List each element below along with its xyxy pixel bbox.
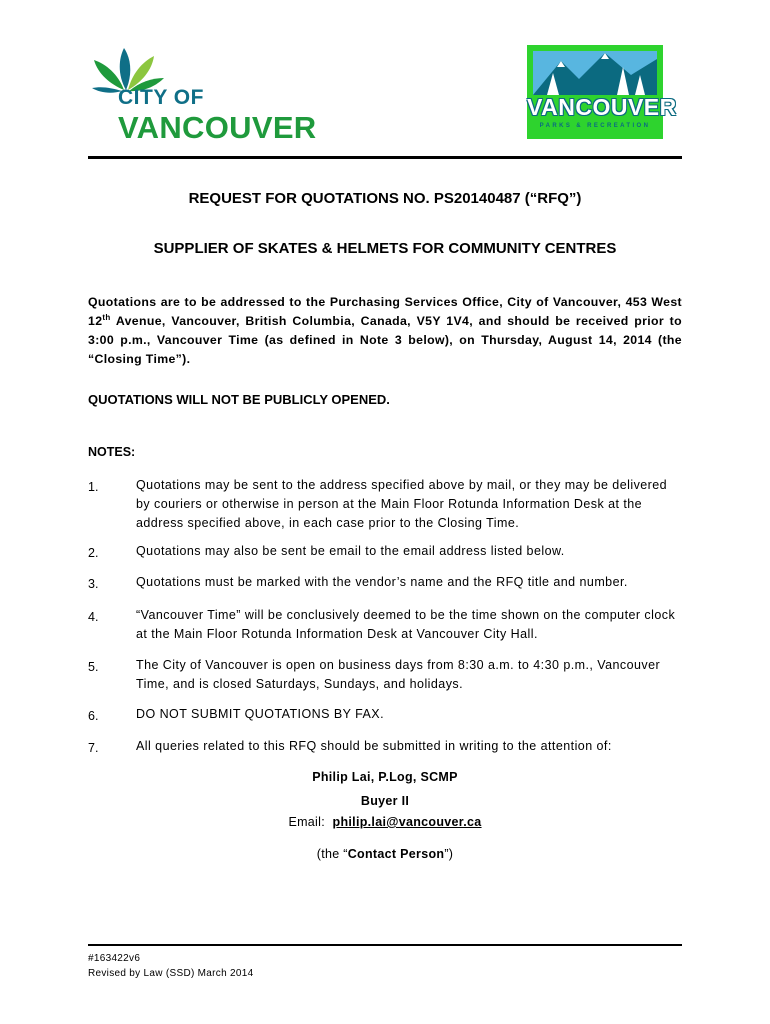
logo-line-vancouver: VANCOUVER	[118, 110, 317, 145]
note-number: 1.	[88, 480, 99, 494]
note-text: Quotations may also be sent be email to the email address listed below.	[136, 544, 565, 558]
contact-role: Buyer II	[360, 794, 410, 808]
logo-line-city-of: CITY OF	[118, 86, 204, 109]
parks-recreation-logo	[527, 45, 677, 139]
note-number: 3.	[88, 577, 99, 591]
intro-paragraph	[88, 293, 682, 369]
contact-note-prefix: (the “	[316, 847, 348, 861]
document-id: #163422v6	[88, 953, 141, 964]
note-text: All queries related to this RFQ should be submitted in writing to the attention of:	[136, 739, 612, 753]
city-of-vancouver-logo	[88, 44, 317, 145]
note-number: 6.	[88, 709, 99, 723]
contact-email-line	[88, 815, 682, 829]
contact-person-note	[88, 847, 682, 861]
header-divider	[88, 156, 682, 159]
contact-note-bold: Contact Person	[347, 847, 445, 861]
revision-note: Revised by Law (SSD) March 2014	[88, 968, 254, 979]
email-label: Email:	[288, 815, 325, 829]
note-text: Quotations must be marked with the vendor’s name and the RFQ title and number.	[136, 575, 628, 589]
footer-divider	[88, 944, 682, 946]
note-number: 7.	[88, 741, 99, 755]
contact-name: Philip Lai, P.Log, SCMP	[312, 770, 458, 784]
note-text: Quotations may be sent to the address specified above by mail, or they may be delivered by couriers or otherwise in person at the Main Floor Rotunda Information Desk at the address specified above, in each case prior to the Closing Time.	[136, 478, 668, 530]
notes-heading: NOTES:	[88, 445, 136, 459]
footer	[88, 951, 253, 981]
intro-superscript: th	[102, 312, 111, 322]
logo-brand-text: VANCOUVER	[527, 94, 677, 120]
note-number: 2.	[88, 546, 99, 560]
not-opened-notice: QUOTATIONS WILL NOT BE PUBLICLY OPENED.	[88, 392, 390, 407]
logo-sub-text: PARKS & RECREATION	[539, 123, 651, 129]
document-title: REQUEST FOR QUOTATIONS NO. PS20140487 (“RFQ”)	[188, 190, 582, 207]
note-number: 4.	[88, 610, 99, 624]
contact-note-suffix: ”)	[444, 847, 454, 861]
note-number: 5.	[88, 660, 99, 674]
email-link[interactable]: philip.lai@vancouver.ca	[332, 815, 482, 829]
note-text: “Vancouver Time” will be conclusively deemed to be the time shown on the computer clock at the Main Floor Rotunda Information Desk at Vancouver City Hall.	[136, 608, 676, 641]
note-text: DO NOT SUBMIT QUOTATIONS BY FAX.	[136, 707, 384, 721]
document-subtitle: SUPPLIER OF SKATES & HELMETS FOR COMMUNITY CENTRES	[153, 240, 617, 257]
note-text: The City of Vancouver is open on business days from 8:30 a.m. to 4:30 p.m., Vancouver Time, and is closed Saturdays, Sundays, and holidays.	[136, 658, 661, 691]
intro-text-part1: Quotations are to be addressed to the Purchasing Services Office, City of Vancouver, 453 West 12	[88, 295, 682, 328]
intro-text-part2: Avenue, Vancouver, British Columbia, Canada, V5Y 1V4, and should be received prior to 3:00 p.m., Vancouver Time (as defined in Note 3 below), on Thursday, August 14, 2014 (the “Closing Time”).	[88, 314, 682, 366]
